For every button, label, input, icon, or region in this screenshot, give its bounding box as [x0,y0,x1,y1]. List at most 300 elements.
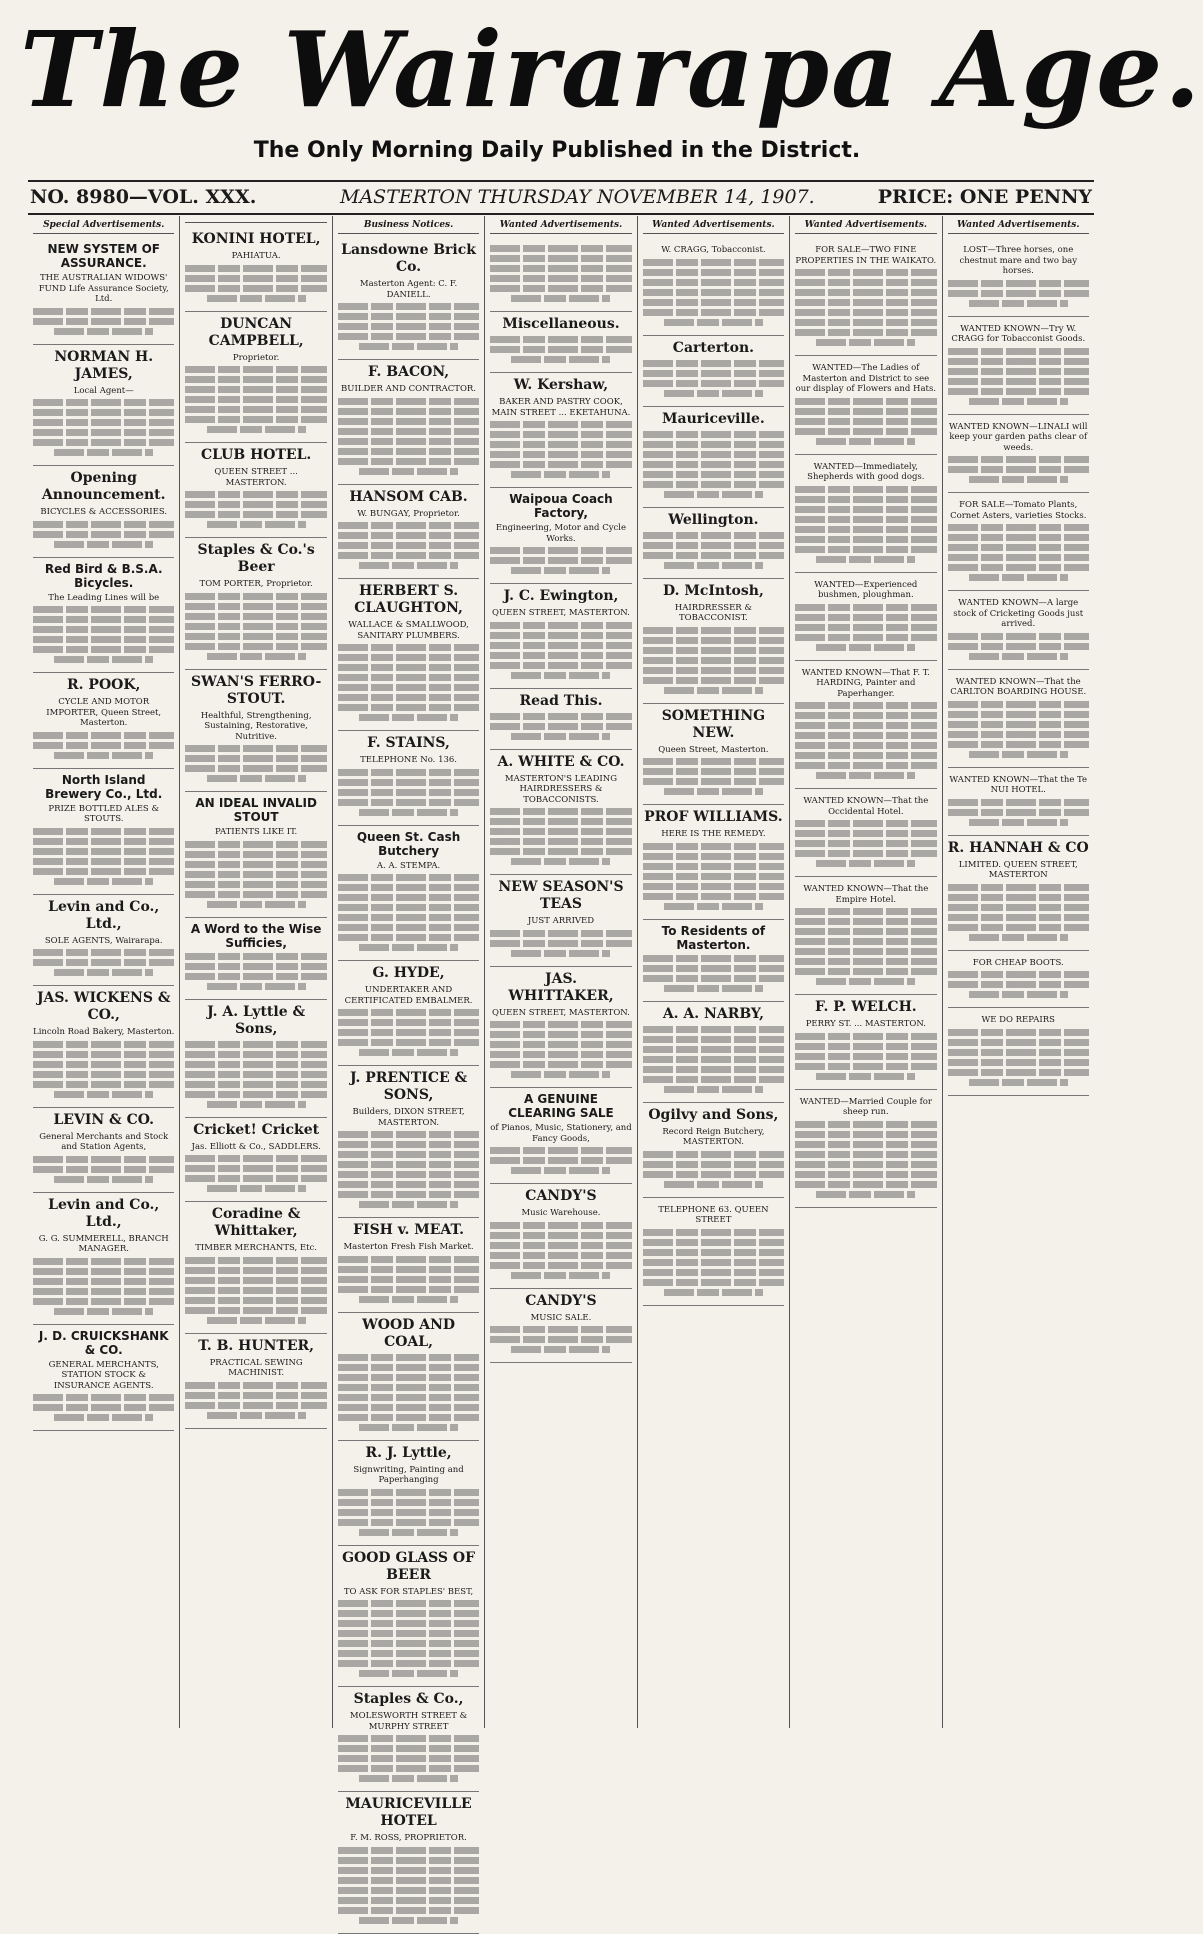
ad-title: Cricket! Cricket [193,1121,320,1138]
ad-body: WANTED—Married Couple for sheep run. [799,1096,932,1117]
ad-body: Proprietor. [232,352,280,363]
advertisement [338,579,479,731]
small-print-line [948,1029,1089,1036]
small-print-line [643,370,784,377]
ad-title: A Word to the Wise Sufficies, [190,921,322,950]
ad-title: Mauriceville. [662,410,765,427]
small-print-line [207,521,306,528]
small-print-line [338,1256,479,1263]
small-print-line [185,511,326,518]
small-print-line [795,850,936,857]
small-print-line [338,684,479,691]
ad-title: J. A. Lyttle & Sons, [207,1003,306,1037]
advertisement [948,768,1089,836]
advertisement [338,485,479,580]
column-4 [485,216,637,1728]
small-print-line [185,501,326,508]
advertisement [490,1184,631,1289]
small-print-line [490,421,631,428]
advertisement [338,961,479,1066]
small-print-line [54,449,153,456]
small-print-line [185,386,326,393]
small-print-line [185,765,326,772]
small-print-line [643,768,784,775]
small-print-line [511,471,610,478]
small-print-line [33,531,174,538]
advertisement [490,1289,631,1364]
small-print-line [643,893,784,900]
newspaper-title: The Wairarapa Age. [20,8,1203,131]
masthead-rule-top [28,180,1094,182]
ad-title: MAURICEVILLE HOTEL [345,1796,472,1829]
column-heading: Wanted Advertisements. [490,220,631,234]
small-print-line [338,303,479,310]
small-print-line [185,1382,326,1389]
issue-number: NO. 8980—VOL. XXX. [30,186,257,208]
small-print-line [33,1041,174,1048]
advertisement [490,967,631,1089]
small-print-line [338,1867,479,1874]
ad-body: Jas. Elliott & Co., SADDLERS. [191,1141,321,1152]
small-print-line [185,1071,326,1078]
advertisement [338,1066,479,1218]
small-print-line [33,419,174,426]
small-print-line [948,524,1089,531]
ad-body: A. A. STEMPA. [376,860,441,871]
small-print-line [33,399,174,406]
small-print-line [816,339,915,346]
advertisement [795,995,936,1090]
small-print-line [338,552,479,559]
small-print-line [338,418,479,425]
small-print-line [948,534,1089,541]
ad-title: G. HYDE, [372,965,445,981]
ad-body: TELEPHONE 63. QUEEN STREET [658,1204,769,1225]
small-print-line [185,416,326,423]
small-print-line [490,547,631,554]
small-print-line [490,828,631,835]
small-print-line [511,1272,610,1279]
advertisement [33,345,174,467]
advertisement [795,573,936,661]
small-print-line [490,723,631,730]
small-print-line [795,486,936,493]
small-print-line [338,1600,479,1607]
small-print-line [795,329,936,336]
small-print-line [338,769,479,776]
small-print-line [490,848,631,855]
advertisement [185,1118,326,1203]
small-print-line [643,677,784,684]
small-print-line [490,930,631,937]
small-print-line [948,894,1089,901]
small-print-line [643,309,784,316]
small-print-line [338,664,479,671]
advertisement [338,1546,479,1688]
ad-title: Carterton. [672,339,754,356]
small-print-line [33,949,174,956]
ad-body: MOLESWORTH STREET & MURPHY STREET [349,1711,468,1732]
column-3 [333,216,485,1843]
small-print-line [795,938,936,945]
ad-title: Miscellaneous. [502,316,620,332]
small-print-line [185,285,326,292]
small-print-line [338,1877,479,1884]
ad-title: Waipoua Coach Factory, [509,492,613,520]
small-print-line [643,955,784,962]
small-print-line [359,1775,458,1782]
small-print-line [338,914,479,921]
small-print-line [795,1043,936,1050]
small-print-line [490,808,631,815]
advertisement [490,238,631,312]
advertisement [948,670,1089,768]
ad-body: TOM PORTER, Proprietor. [199,579,313,589]
ad-title: DUNCAN CAMPBELL, [208,315,304,349]
ad-body: FOR CHEAP BOOTS. [972,957,1064,968]
small-print-line [664,687,763,694]
small-print-line [185,633,326,640]
small-print-line [948,799,1089,806]
small-print-line [185,643,326,650]
small-print-line [948,564,1089,571]
small-print-line [338,1131,479,1138]
advertisement [490,312,631,373]
small-print-line [359,809,458,816]
small-print-line [338,789,479,796]
small-print-line [795,516,936,523]
small-print-line [33,1156,174,1163]
small-print-line [33,1051,174,1058]
small-print-line [33,848,174,855]
small-print-line [643,1259,784,1266]
small-print-line [338,1519,479,1526]
ad-title: Wellington. [668,511,759,528]
ad-title: SWAN'S FERRO-STOUT. [191,673,322,707]
small-print-line [795,1121,936,1128]
small-print-line [948,378,1089,385]
small-print-line [185,396,326,403]
ad-title: Levin and Co., Ltd., [48,898,160,932]
small-print-line [54,541,153,548]
ad-title: A. WHITE & CO. [497,753,625,770]
small-print-line [643,481,784,488]
small-print-line [643,883,784,890]
ad-title: T. B. HUNTER, [198,1337,315,1354]
small-print-line [359,1917,458,1924]
ad-body: Local Agent— [73,385,134,396]
small-print-line [207,1185,306,1192]
small-print-line [795,614,936,621]
small-print-line [33,858,174,865]
ad-title: R. HANNAH & CO [947,839,1089,856]
small-print-line [795,1171,936,1178]
small-print-line [207,901,306,908]
small-print-line [643,279,784,286]
small-print-line [338,1384,479,1391]
small-print-line [511,295,610,302]
small-print-line [490,652,631,659]
small-print-line [338,874,479,881]
small-print-line [185,1091,326,1098]
ad-body: BUILDER AND CONTRACTOR. [341,384,477,394]
small-print-line [795,928,936,935]
small-print-line [338,1364,479,1371]
small-print-line [643,360,784,367]
ad-body: WANTED KNOWN—LINALI will keep your garden paths clear of weeds. [949,421,1088,453]
small-print-line [490,632,631,639]
column-heading: Wanted Advertisements. [643,220,784,234]
small-print-line [490,713,631,720]
small-print-line [338,1745,479,1752]
small-print-line [643,441,784,448]
small-print-line [490,1232,631,1239]
small-print-line [33,1394,174,1401]
advertisement [948,836,1089,951]
small-print-line [490,1021,631,1028]
small-print-line [185,1081,326,1088]
small-print-line [338,1640,479,1647]
small-print-line [338,428,479,435]
ad-title: J. C. Ewington, [503,588,619,604]
small-print-line [33,308,174,315]
small-print-line [511,858,610,865]
small-print-line [185,881,326,888]
small-print-line [33,838,174,845]
small-print-line [359,1529,458,1536]
small-print-line [54,1091,153,1098]
small-print-line [664,985,763,992]
small-print-line [185,275,326,282]
ad-body: F. M. ROSS, PROPRIETOR. [350,1833,467,1843]
small-print-line [338,924,479,931]
column-heading: Wanted Advertisements. [795,220,936,234]
ad-title: NEW SEASON'S TEAS [498,879,624,912]
small-print-line [795,408,936,415]
small-print-line [338,704,479,711]
small-print-line [185,1297,326,1304]
small-print-line [338,779,479,786]
small-print-line [643,778,784,785]
ad-title: Coradine & Whittaker, [211,1206,301,1239]
small-print-line [33,1278,174,1285]
small-print-line [185,406,326,413]
advertisement [185,1334,326,1429]
small-print-line [338,1404,479,1411]
small-print-line [511,950,610,957]
advertisement [948,317,1089,415]
ad-title: Staples & Co., [353,1691,464,1707]
advertisement [33,1108,174,1193]
small-print-line [33,1288,174,1295]
advertisement [33,238,174,345]
ad-body: WANTED—Experienced bushmen, ploughman. [814,579,918,600]
small-print-line [338,654,479,661]
small-print-line [795,840,936,847]
small-print-line [795,546,936,553]
small-print-line [185,1277,326,1284]
small-print-line [664,1289,763,1296]
ad-body: WANTED KNOWN—That the Te NUI HOTEL. [949,774,1088,795]
small-print-line [54,969,153,976]
ad-body: SOLE AGENTS, Wairarapa. [44,935,163,946]
small-print-line [338,408,479,415]
small-print-line [338,1907,479,1914]
small-print-line [795,948,936,955]
ad-title: AN IDEAL INVALID STOUT [195,796,317,824]
ad-body: TO ASK FOR STAPLES' BEST, [343,1586,474,1597]
small-print-line [207,653,306,660]
advertisement [643,508,784,579]
small-print-line [795,319,936,326]
ad-body: Music Warehouse. [521,1208,601,1218]
ad-title: To Residents of Masterton. [661,923,766,952]
advertisement [185,1202,326,1334]
small-print-line [185,963,326,970]
advertisement [338,1313,479,1441]
small-print-line [490,1252,631,1259]
small-print-line [33,616,174,623]
small-print-line [185,1257,326,1264]
small-print-line [338,1009,479,1016]
small-print-line [643,461,784,468]
small-print-line [643,552,784,559]
ad-body: GENERAL MERCHANTS, STATION STOCK & INSURANCE AGENTS. [48,1359,159,1391]
small-print-line [490,1222,631,1229]
small-print-line [948,731,1089,738]
small-print-line [185,623,326,630]
small-print-line [359,468,458,475]
small-print-line [948,711,1089,718]
small-print-line [643,1269,784,1276]
small-print-line [33,636,174,643]
small-print-line [948,388,1089,395]
small-print-line [795,526,936,533]
small-print-line [33,732,174,739]
ad-title: JAS. WHITTAKER, [508,970,614,1004]
ad-title: Read This. [519,692,603,709]
small-print-line [969,1079,1068,1086]
small-print-line [816,772,915,779]
advertisement [490,584,631,689]
ad-body: PATIENTS LIKE IT. [215,827,298,837]
ad-title: WOOD AND COAL, [362,1316,456,1350]
small-print-line [185,953,326,960]
ad-title: HERBERT S. CLAUGHTON, [354,583,463,616]
small-print-line [969,934,1068,941]
small-print-line [338,1181,479,1188]
small-print-line [643,1229,784,1236]
advertisement [185,538,326,670]
small-print-line [664,390,763,397]
ad-title: R. POOK, [67,677,141,693]
advertisement [948,493,1089,591]
small-print-line [338,1620,479,1627]
small-print-line [33,868,174,875]
small-print-line [185,593,326,600]
ad-body: PAHIATUA. [231,251,281,261]
small-print-line [33,1061,174,1068]
small-print-line [643,542,784,549]
small-print-line [948,1069,1089,1076]
small-print-line [338,323,479,330]
ad-body: QUEEN STREET, MASTERTON. [492,1007,630,1018]
ad-body: WE DO REPAIRS [981,1015,1055,1025]
small-print-line [490,336,631,343]
advertisement [33,895,174,987]
small-print-line [816,438,915,445]
advertisement [490,750,631,876]
advertisement [33,466,174,558]
column-5 [638,216,790,1728]
ad-body: Signwriting, Painting and Paperhanging [353,1464,464,1485]
small-print-line [490,255,631,262]
small-print-line [490,662,631,669]
small-print-line [643,637,784,644]
ad-body: Lincoln Road Bakery, Masterton. [33,1027,175,1037]
small-print-line [33,1071,174,1078]
small-print-line [795,830,936,837]
small-print-line [643,289,784,296]
ad-title: GOOD GLASS OF BEER [342,1549,476,1583]
small-print-line [948,368,1089,375]
small-print-line [795,712,936,719]
small-print-line [948,1059,1089,1066]
small-print-line [185,265,326,272]
small-print-line [511,1071,610,1078]
small-print-line [33,626,174,633]
small-print-line [185,891,326,898]
small-print-line [490,818,631,825]
small-print-line [54,1176,153,1183]
small-print-line [795,269,936,276]
small-print-line [359,1049,458,1056]
small-print-line [816,1191,915,1198]
small-print-line [185,1392,326,1399]
small-print-line [207,1412,306,1419]
small-print-line [795,702,936,709]
ad-body: BAKER AND PASTRY COOK, MAIN STREET ... EKETAHUNA. [491,397,631,418]
ad-body: Masterton Fresh Fish Market. [343,1242,474,1252]
ad-title: Opening Announcement. [41,470,166,503]
small-print-line [948,633,1089,640]
small-print-line [338,1394,479,1401]
small-print-line [490,838,631,845]
small-print-line [359,1670,458,1677]
ad-title: Ogilvy and Sons, [648,1106,779,1123]
small-print-line [338,1499,479,1506]
advertisement [643,407,784,508]
ad-title: Lansdowne Brick Co. [341,242,476,275]
small-print-line [643,471,784,478]
small-print-line [185,1051,326,1058]
small-print-line [338,1630,479,1637]
small-print-line [338,1019,479,1026]
small-print-line [359,1424,458,1431]
small-print-line [643,965,784,972]
small-print-line [490,622,631,629]
small-print-line [207,426,306,433]
small-print-line [643,1066,784,1073]
small-print-line [338,644,479,651]
advertisement [490,1088,631,1184]
small-print-line [948,643,1089,650]
ad-body: General Merchants and Stock and Station Agents, [39,1131,169,1152]
small-print-line [490,557,631,564]
advertisement [185,443,326,538]
small-print-line [511,356,610,363]
small-print-line [359,343,458,350]
